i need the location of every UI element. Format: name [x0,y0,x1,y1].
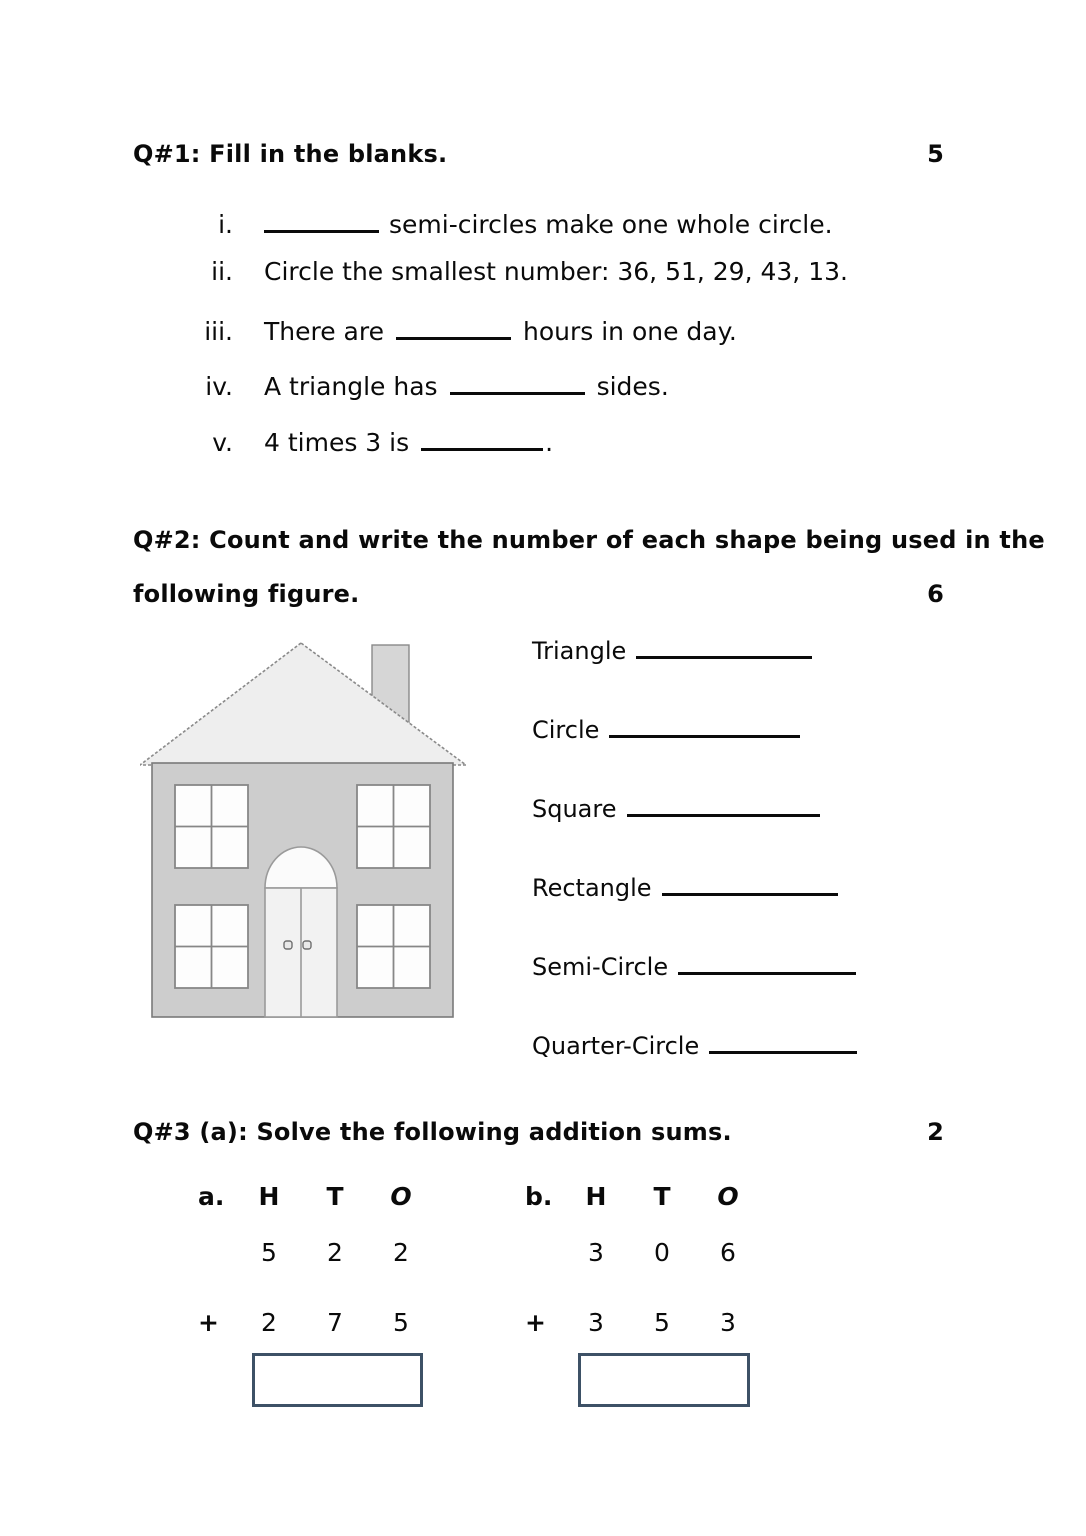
fill-blank-line[interactable] [709,1027,857,1054]
fill-blank-line[interactable] [450,367,585,395]
door-knob-left [284,941,292,949]
item-text: hours in one day. [522,317,737,346]
fill-blank-line[interactable] [421,423,543,451]
shape-label: Semi-Circle [532,953,669,981]
sum-addend1-row [507,1238,761,1267]
q1-marks: 5 [927,140,944,168]
sum-header-row [507,1182,761,1211]
shape-row-rectangle [532,869,838,902]
fill-blank-line[interactable] [662,869,838,896]
q2-marks: 6 [927,580,944,608]
plus-operator: + [198,1308,219,1337]
col-header-ones: O [717,1182,739,1211]
plus-operator: + [525,1308,546,1337]
answer-box-b[interactable] [578,1353,750,1407]
q2-heading-row2 [133,580,944,608]
q2-heading-line2: following figure. [133,580,360,608]
q1-item-v [150,423,553,457]
digit: 3 [588,1308,604,1337]
item-content [264,205,833,239]
sum-label: b. [525,1182,553,1211]
digit: 0 [654,1238,670,1267]
shape-label: Square [532,795,617,823]
shape-row-square [532,790,820,823]
q1-item-iv [150,367,669,401]
col-header-hundreds: H [258,1182,280,1211]
col-header-hundreds: H [585,1182,607,1211]
fill-blank-line[interactable] [264,205,379,233]
digit: 5 [261,1238,277,1267]
col-header-tens: T [326,1182,344,1211]
window-bottom-left [175,905,248,988]
shape-row-semi-circle [532,948,856,981]
fill-blank-line[interactable] [678,948,856,975]
digit: 3 [720,1308,736,1337]
item-content [264,367,669,401]
digit: 7 [327,1308,343,1337]
item-numeral: iii. [204,317,233,346]
sum-addend2-row [507,1308,761,1337]
digit: 2 [393,1238,409,1267]
q1-heading: Q#1: Fill in the blanks. [133,140,448,168]
addition-sum-a [180,1182,440,1342]
digit: 5 [654,1308,670,1337]
fill-blank-line[interactable] [609,711,800,738]
sum-label: a. [198,1182,225,1211]
fill-blank-line[interactable] [636,632,812,659]
shape-row-circle [532,711,800,744]
shape-row-triangle [532,632,812,665]
q1-item-iii [150,312,737,346]
addition-sum-b [507,1182,767,1342]
house-figure [140,640,470,1020]
q1-heading-row [133,140,944,168]
window-bottom-right [357,905,430,988]
shape-label: Rectangle [532,874,652,902]
col-header-ones: O [390,1182,412,1211]
fill-blank-line[interactable] [627,790,820,817]
sum-header-row [180,1182,434,1211]
item-text: 4 times 3 is [264,428,410,457]
roof-triangle [140,643,466,765]
q2-heading-line1: Q#2: Count and write the number of each shape being used in the [133,526,1045,554]
digit: 2 [327,1238,343,1267]
item-numeral: v. [212,428,233,457]
item-text: semi-circles make one whole circle. [389,210,833,239]
shape-label: Quarter-Circle [532,1032,700,1060]
item-text: Circle the smallest number: 36, 51, 29, 43, 13. [264,257,848,286]
sum-addend2-row [180,1308,434,1337]
shape-label: Triangle [532,637,627,665]
item-text: There are [264,317,384,346]
fill-blank-line[interactable] [396,312,511,340]
item-content [264,423,553,457]
digit: 6 [720,1238,736,1267]
answer-box-a[interactable] [252,1353,423,1407]
item-numeral: i. [218,210,233,239]
digit: 2 [261,1308,277,1337]
sum-addend1-row [180,1238,434,1267]
q1-item-i [150,205,833,239]
q3-heading: Q#3 (a): Solve the following addition sums. [133,1118,732,1146]
col-header-tens: T [653,1182,671,1211]
digit: 5 [393,1308,409,1337]
item-numeral: iv. [205,372,233,401]
window-top-right [357,785,430,868]
item-text: . [545,428,554,457]
q3-marks: 2 [927,1118,944,1146]
shape-label: Circle [532,716,600,744]
q1-item-ii [150,257,848,286]
digit: 3 [588,1238,604,1267]
item-numeral: ii. [211,257,233,286]
q3-heading-row [133,1118,944,1146]
shape-row-quarter-circle [532,1027,857,1060]
window-top-left [175,785,248,868]
item-text: sides. [596,372,669,401]
item-content [264,312,737,346]
door-knob-right [303,941,311,949]
item-text: A triangle has [264,372,438,401]
